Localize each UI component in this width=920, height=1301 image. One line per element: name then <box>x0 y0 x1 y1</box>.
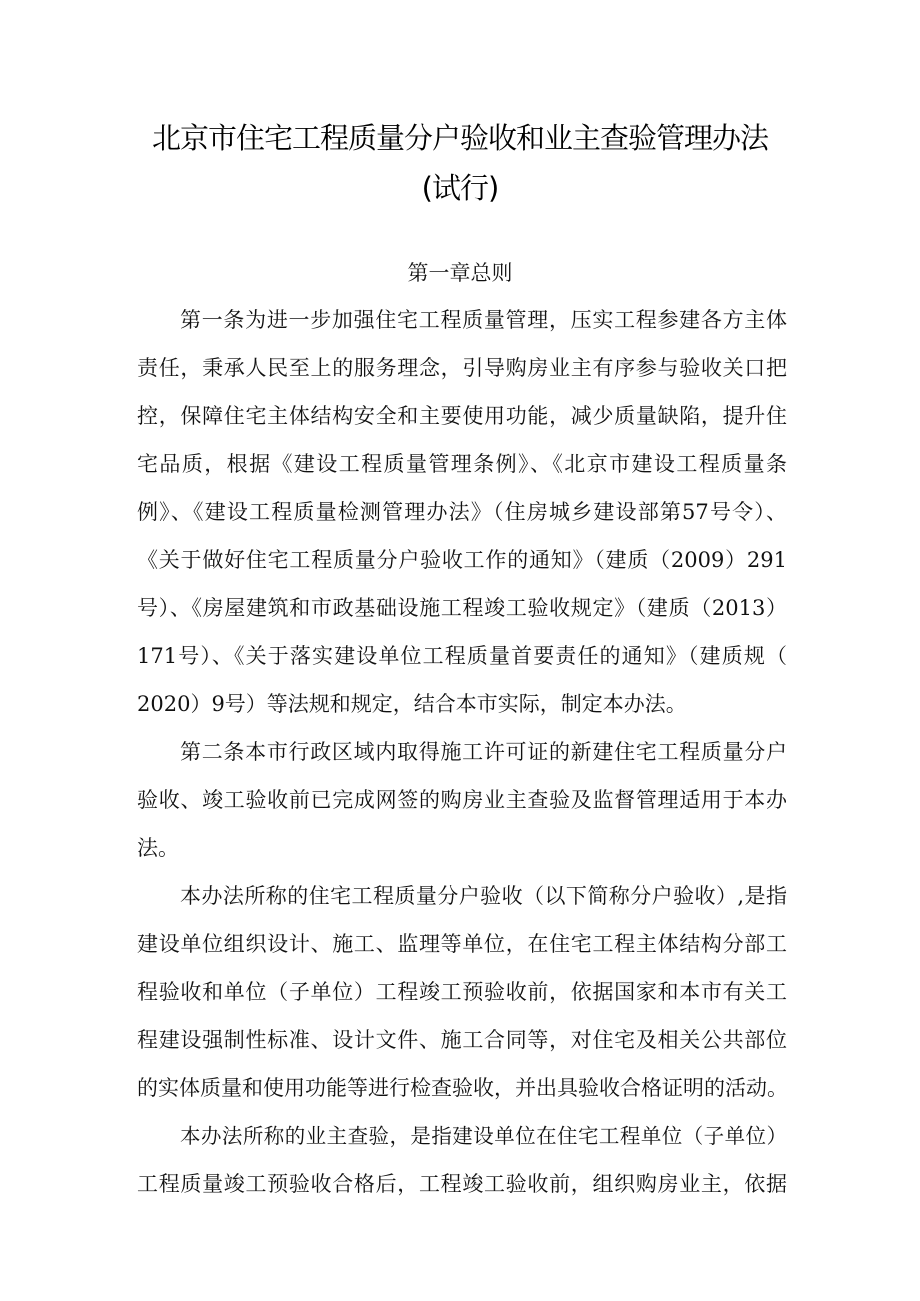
paragraph-line: 控，保障住宅主体结构安全和主要使用功能，减少质量缺陷，提升住 <box>137 404 787 428</box>
chapter-heading: 第一章总则 <box>407 261 513 285</box>
paragraph-line: 第二条本市行政区域内取得施工许可证的新建住宅工程质量分户 <box>180 740 787 764</box>
paragraph-line: 法。 <box>137 836 179 860</box>
paragraph-line: 建设单位组织设计、施工、监理等单位，在住宅工程主体结构分部工 <box>137 932 787 956</box>
paragraph-line: 第一条为进一步加强住宅工程质量管理，压实工程参建各方主体 <box>180 308 787 332</box>
paragraph-line: 程建设强制性标准、设计文件、施工合同等，对住宅及相关公共部位 <box>137 1028 787 1052</box>
paragraph-line: 例》、《建设工程质量检测管理办法》（住房城乡建设部第57号令）、 <box>137 500 787 524</box>
paragraph-line: 2020）9号）等法规和规定，结合本市实际，制定本办法。 <box>137 692 687 716</box>
paragraph-line: 责任，秉承人民至上的服务理念，引导购房业主有序参与验收关口把 <box>137 356 787 380</box>
paragraph-line: 验收、竣工验收前已完成网签的购房业主查验及监督管理适用于本办 <box>137 788 787 812</box>
paragraph-line: 号）、《房屋建筑和市政基础设施工程竣工验收规定》（建质（2013） <box>137 596 787 620</box>
paragraph-line: 的实体质量和使用功能等进行检查验收，并出具验收合格证明的活动。 <box>137 1076 788 1100</box>
document-title: 北京市住宅工程质量分户验收和业主查验管理办法 <box>151 121 768 155</box>
paragraph-line: 171号）、《关于落实建设单位工程质量首要责任的通知》（建质规（ <box>137 644 787 668</box>
paragraph-line: 本办法所称的业主查验，是指建设单位在住宅工程单位（子单位） <box>180 1124 787 1148</box>
paragraph-line: 本办法所称的住宅工程质量分户验收（以下简称分户验收）,是指 <box>180 884 787 908</box>
paragraph-line: 《关于做好住宅工程质量分户验收工作的通知》（建质（2009）291 <box>137 548 787 572</box>
paragraph-line: 工程质量竣工预验收合格后，工程竣工验收前，组织购房业主，依据 <box>137 1172 787 1196</box>
paragraph-line: 程验收和单位（子单位）工程竣工预验收前，依据国家和本市有关工 <box>137 980 787 1004</box>
document-subtitle: (试行) <box>421 171 499 205</box>
paragraph-line: 宅品质，根据《建设工程质量管理条例》、《北京市建设工程质量条 <box>137 452 787 476</box>
